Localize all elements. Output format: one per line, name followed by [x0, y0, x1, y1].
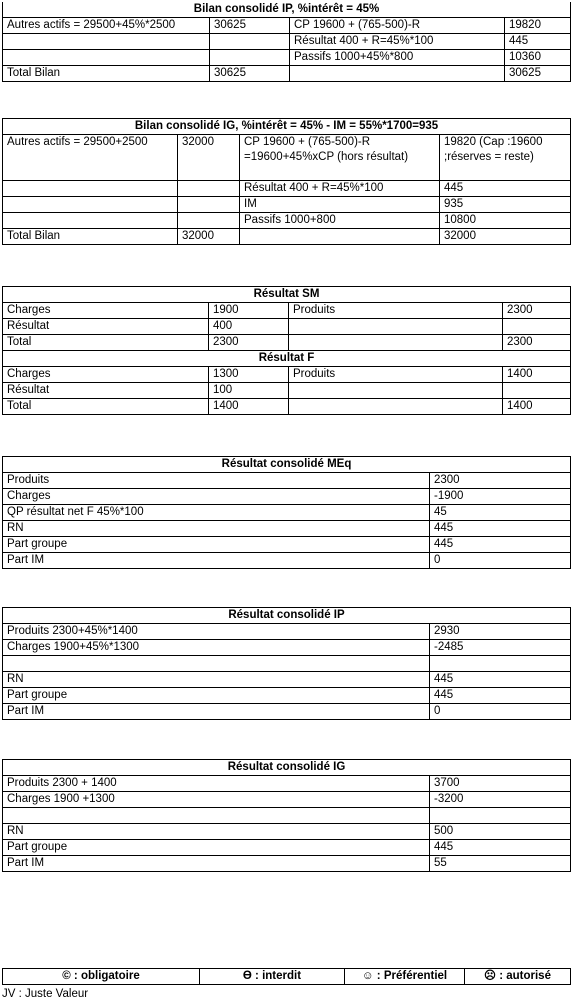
table-row	[3, 808, 571, 824]
legend-obligatoire: © : obligatoire	[3, 969, 200, 985]
resultat-meq-table	[2, 456, 571, 569]
resultat-ig-table	[2, 759, 571, 872]
table-row: Résultat 400 + R=45%*100 445	[3, 34, 571, 50]
table-row: Charges -1900	[3, 489, 571, 505]
bilan-ig-table	[2, 118, 571, 245]
table-row: Produits 2300	[3, 473, 571, 489]
table-row: RN 445	[3, 672, 571, 688]
table-row: Autres actifs = 29500+45%*2500 30625 CP 19600 + (765-500)-R 19820	[3, 18, 571, 34]
table-row: Charges 1900 Produits 2300	[3, 303, 571, 319]
table-row: Produits 2300+45%*1400 2930	[3, 624, 571, 640]
table-row: Charges 1900 +1300 -3200	[3, 792, 571, 808]
bilan-ip-table	[2, 2, 571, 82]
table-row: Part IM 55	[3, 856, 571, 872]
table-row: Résultat 100	[3, 383, 571, 399]
table-row: Passifs 1000+45%*800 10360	[3, 50, 571, 66]
legend-preferentiel: ☺ : Préférentiel	[345, 969, 465, 985]
table-row: Produits 2300 + 1400 3700	[3, 776, 571, 792]
table-row: Résultat 400 + R=45%*100 445	[3, 181, 571, 197]
resultat-ip-title: Résultat consolidé IP	[3, 608, 571, 624]
resultat-sm-f-table	[2, 286, 571, 415]
resultat-ig-title: Résultat consolidé IG	[3, 760, 571, 776]
table-row: Part IM 0	[3, 704, 571, 720]
table-row: RN 445	[3, 521, 571, 537]
resultat-ip-table	[2, 607, 571, 720]
table-row: Total 1400 1400	[3, 399, 571, 415]
resultat-sm-title: Résultat SM	[3, 287, 571, 303]
legend-autorise: ☹ : autorisé	[465, 969, 571, 985]
bilan-ig-title: Bilan consolidé IG, %intérêt = 45% - IM = 55%*1700=935	[3, 119, 571, 135]
table-row: Part IM 0	[3, 553, 571, 569]
table-row: Part groupe 445	[3, 688, 571, 704]
resultat-f-title: Résultat F	[3, 351, 571, 367]
table-row: Part groupe 445	[3, 537, 571, 553]
table-row: Autres actifs = 29500+2500 32000 CP 19600 + (765-500)-R =19600+45%xCP (hors résultat) 19820 (Cap :19600 ;réserves = reste)	[3, 135, 571, 181]
table-row: Total Bilan 32000 32000	[3, 229, 571, 245]
table-row: IM 935	[3, 197, 571, 213]
table-row: RN 500	[3, 824, 571, 840]
footnote: JV : Juste Valeur	[2, 988, 89, 1000]
table-row: Total 2300 2300	[3, 335, 571, 351]
table-row: Charges 1900+45%*1300 -2485	[3, 640, 571, 656]
resultat-meq-title: Résultat consolidé MEq	[3, 457, 571, 473]
table-row: Total Bilan 30625 30625	[3, 66, 571, 82]
table-row	[3, 656, 571, 672]
bilan-ip-title: Bilan consolidé IP, %intérêt = 45%	[3, 2, 571, 18]
table-row: Passifs 1000+800 10800	[3, 213, 571, 229]
table-row: Charges 1300 Produits 1400	[3, 367, 571, 383]
legend	[2, 968, 571, 985]
table-row: Part groupe 445	[3, 840, 571, 856]
table-row: QP résultat net F 45%*100 45	[3, 505, 571, 521]
legend-interdit: ϴ : interdit	[200, 969, 345, 985]
table-row: Résultat 400	[3, 319, 571, 335]
